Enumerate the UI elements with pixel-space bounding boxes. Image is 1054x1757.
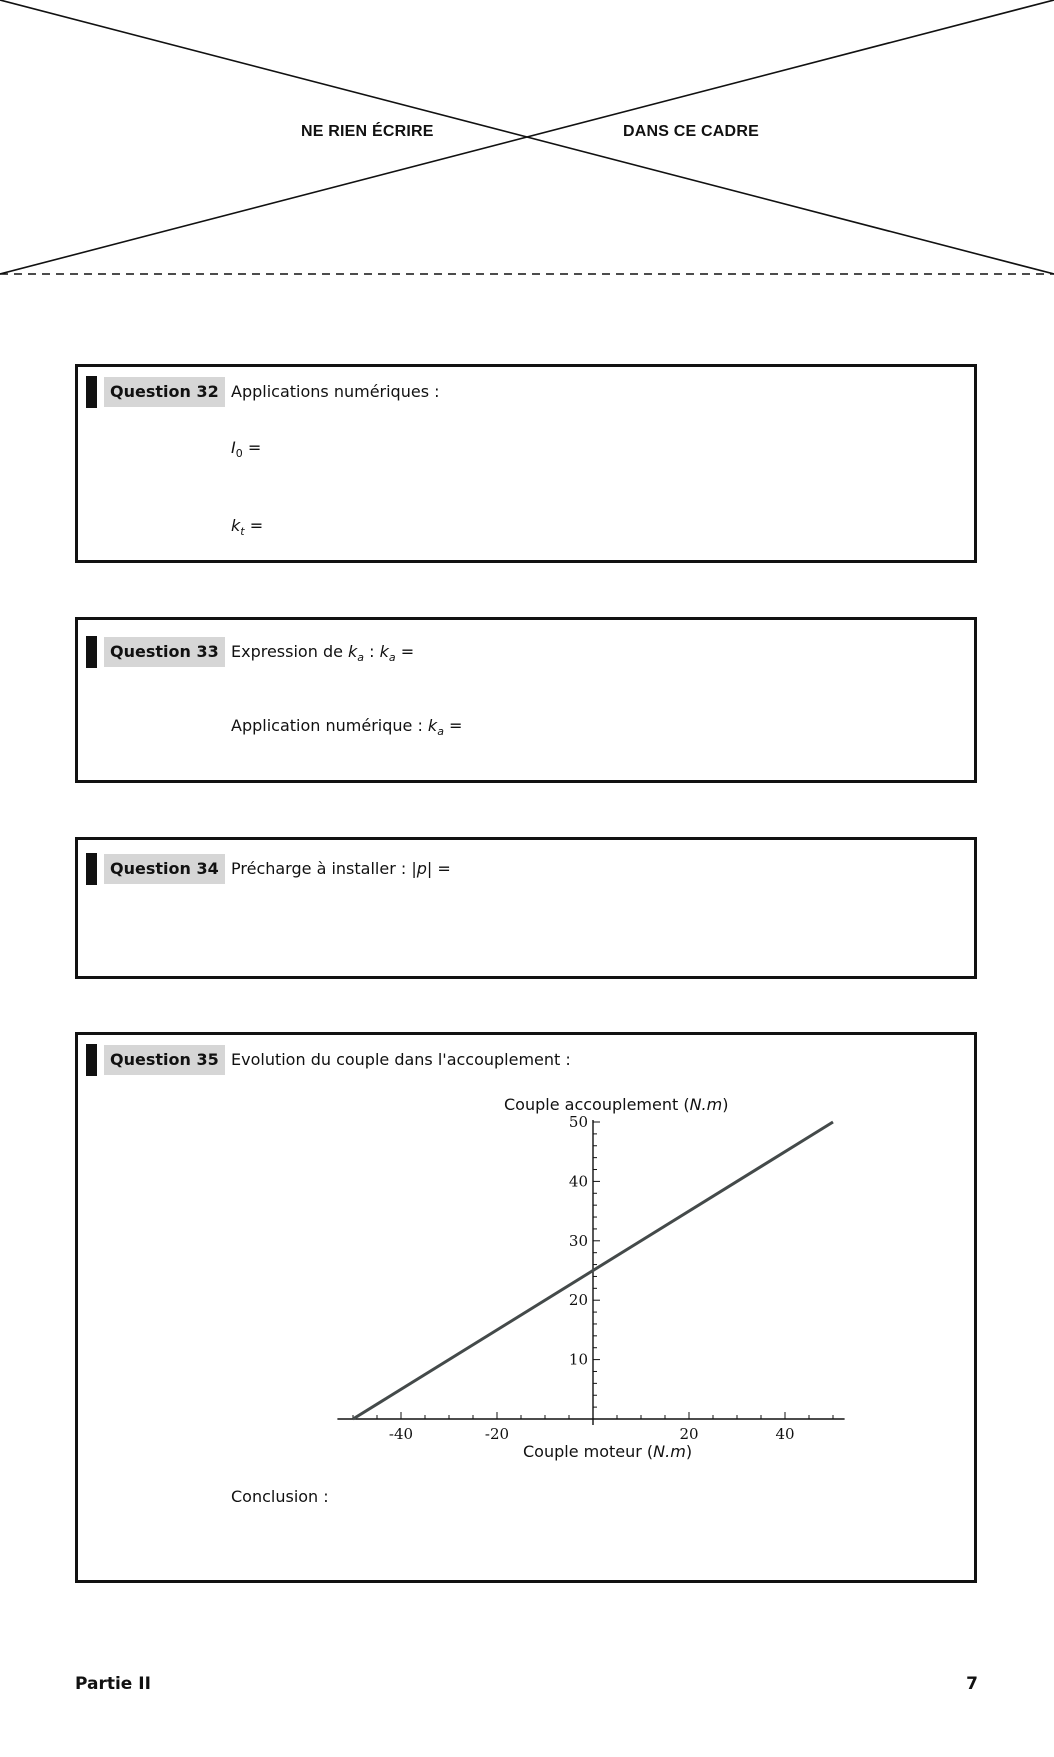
var-i: I (231, 438, 236, 457)
answer-line-precharge[interactable] (231, 859, 451, 878)
answer-line-i0[interactable] (231, 438, 261, 460)
y-tick-label: 20 (568, 1291, 588, 1310)
question-33-box (75, 617, 977, 783)
question-label: Question 33 (104, 637, 225, 667)
equals: = (395, 642, 415, 661)
x-tick-label: 40 (775, 1425, 795, 1443)
question-label: Question 35 (104, 1045, 225, 1075)
header-left-text: NE RIEN ÉCRIRE (301, 123, 434, 140)
equals: = (247, 438, 262, 457)
question-label: Question 34 (104, 854, 225, 884)
var-k: k (427, 716, 438, 735)
header-right-text: DANS CE CADRE (623, 123, 759, 140)
conclusion-label[interactable]: Conclusion : (231, 1487, 329, 1506)
answer-line-ka-expression[interactable] (231, 642, 414, 664)
question-intro: Applications numériques : (231, 382, 440, 401)
var-p: p (416, 859, 427, 878)
question-marker (86, 853, 97, 885)
sub-a: a (388, 651, 396, 665)
y-axis-label: Couple accouplement (N.m) (504, 1095, 729, 1114)
expr-prefix: Expression de (231, 642, 349, 661)
sub-a: a (357, 651, 365, 665)
precharge-suffix: | = (426, 859, 451, 878)
question-32-box (75, 364, 977, 563)
answer-line-kt[interactable] (231, 516, 263, 538)
footer-part-label: Partie II (75, 1674, 151, 1694)
y-tick-label: 50 (568, 1113, 588, 1131)
equals: = (249, 516, 264, 535)
header-cross (0, 0, 1054, 280)
y-tick-label: 40 (568, 1172, 588, 1191)
question-marker (86, 1044, 97, 1076)
sub-a: a (437, 725, 444, 739)
numeric-prefix: Application numérique : (231, 716, 428, 735)
colon: : (364, 642, 380, 661)
var-k: k (379, 642, 389, 661)
y-tick-label: 30 (568, 1231, 588, 1250)
y-tick-label: 10 (568, 1350, 588, 1369)
var-k: k (348, 642, 358, 661)
sub-0: 0 (235, 447, 243, 461)
x-tick-label: 20 (679, 1425, 699, 1443)
precharge-prefix: Précharge à installer : | (231, 859, 417, 878)
question-34-box (75, 837, 977, 979)
equals: = (443, 716, 463, 735)
question-marker (86, 376, 97, 408)
answer-line-ka-numeric[interactable] (231, 716, 462, 738)
sub-t: t (240, 525, 245, 539)
question-35-box (75, 1032, 977, 1583)
x-axis-label: Couple moteur (N.m) (523, 1442, 693, 1461)
question-marker (86, 636, 97, 668)
x-tick-label: -40 (388, 1425, 414, 1443)
question-intro: Evolution du couple dans l'accouplement : (231, 1050, 571, 1069)
page-number: 7 (966, 1674, 978, 1694)
var-k: k (231, 516, 241, 535)
x-tick-label: -20 (484, 1425, 510, 1443)
question-label: Question 32 (104, 377, 225, 407)
